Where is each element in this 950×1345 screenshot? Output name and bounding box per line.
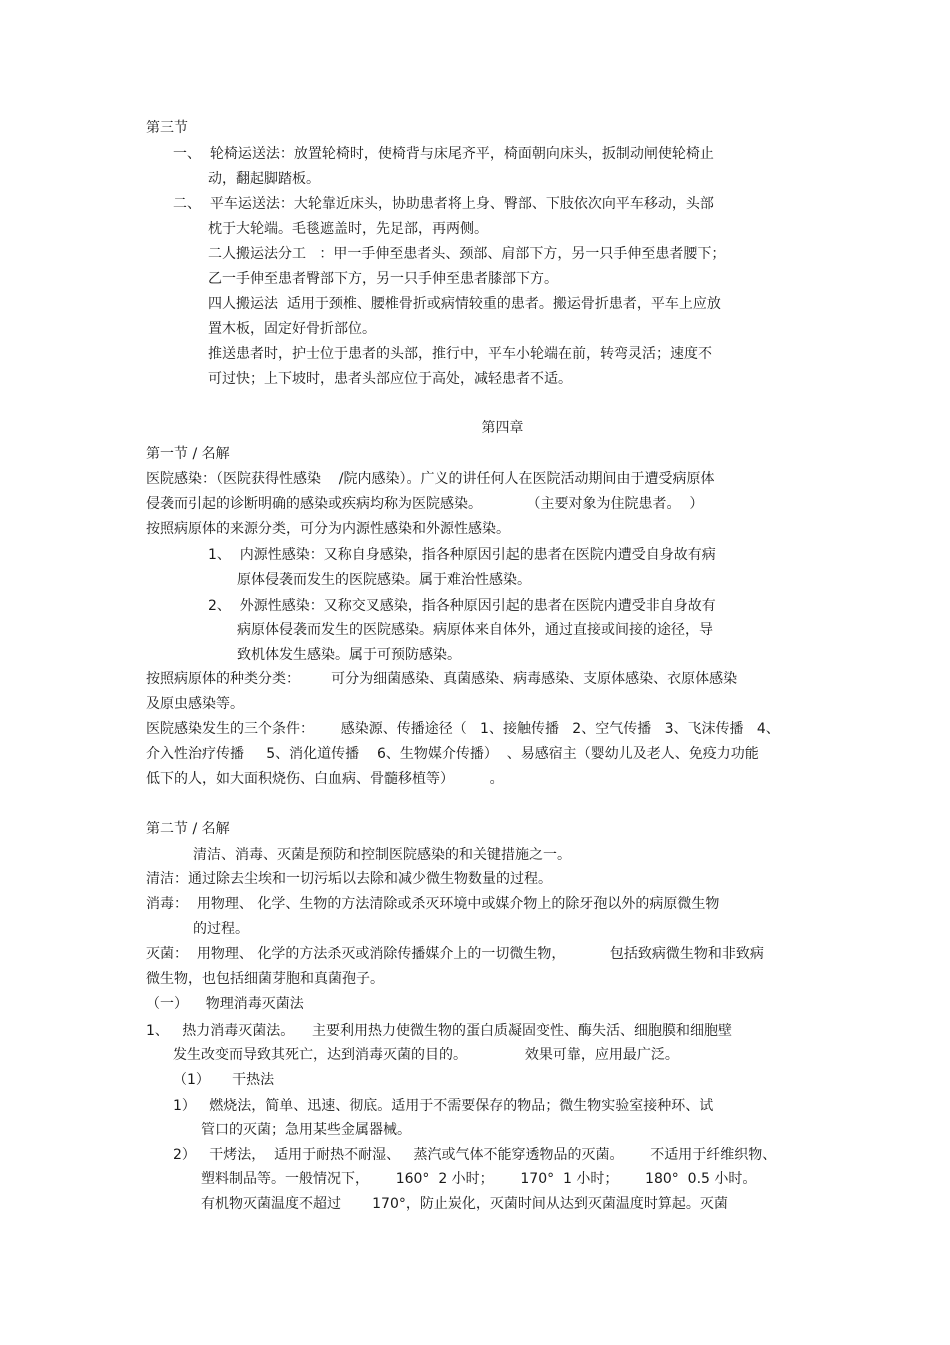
section-heading: 第二节 / 名解 [146, 821, 230, 837]
paragraph-line: 有机物灭菌温度不超过 170°，防止炭化，灭菌时间从达到灭菌温度时算起。灭菌 [201, 1196, 728, 1212]
paragraph-line: 置木板，固定好骨折部位。 [208, 321, 376, 337]
paragraph-line: 病原体侵袭而发生的医院感染。病原体来自体外，通过直接或间接的途径，导 [237, 622, 713, 638]
paragraph-line: 微生物，也包括细菌芽胞和真菌孢子。 [146, 971, 384, 987]
paragraph-line: 灭菌： 用物理、 化学的方法杀灭或消除传播媒介上的一切微生物， 包括致病微生物和非致病 [146, 946, 764, 962]
paragraph-line: 清洁、消毒、灭菌是预防和控制医院感染的和关键措施之一。 [193, 847, 571, 863]
list-item: 2、 外源性感染：又称交叉感染，指各种原因引起的患者在医院内遭受非自身故有 [208, 598, 716, 614]
paragraph-line: 塑料制品等。一般情况下， 160° 2 小时； 170° 1 小时； 180° 0.5 小时。 [201, 1171, 757, 1187]
paragraph-line: 医院感染：（医院获得性感染 /院内感染）。广义的讲任何人在医院活动期间由于遭受病原体 [146, 471, 715, 487]
paragraph-line: 乙一手伸至患者臀部下方，另一只手伸至患者膝部下方。 [208, 271, 558, 287]
paragraph-line: 可过快；上下坡时，患者头部应位于高处，减轻患者不适。 [208, 371, 572, 387]
paragraph-line: 按照病原体的种类分类： 可分为细菌感染、真菌感染、病毒感染、支原体感染、衣原体感染 [146, 671, 738, 687]
paragraph-line: 致机体发生感染。属于可预防感染。 [237, 647, 461, 663]
subsection-heading: （一） 物理消毒灭菌法 [146, 996, 304, 1012]
paragraph-line: 原体侵袭而发生的医院感染。属于难治性感染。 [237, 572, 531, 588]
chapter-title: 第四章 [481, 420, 524, 436]
paragraph-line: 低下的人，如大面积烧伤、白血病、骨髓移植等） 。 [146, 771, 504, 787]
paragraph-line: 及原虫感染等。 [146, 696, 244, 712]
list-item: 1、 热力消毒灭菌法。 主要利用热力使微生物的蛋白质凝固变性、酶失活、细胞膜和细胞壁 [146, 1023, 733, 1039]
paragraph-line: 消毒： 用物理、 化学、生物的方法清除或杀灭环境中或媒介物上的除牙孢以外的病原微生物 [146, 896, 720, 912]
paragraph-line: 推送患者时，护士位于患者的头部，推行中，平车小轮端在前，转弯灵活；速度不 [208, 346, 712, 362]
paragraph-line: 的过程。 [193, 921, 249, 937]
paragraph-line: 清洁：通过除去尘埃和一切污垢以去除和减少微生物数量的过程。 [146, 871, 552, 887]
subsection-heading: （1） 干热法 [173, 1072, 275, 1088]
paragraph-line: 一、 轮椅运送法：放置轮椅时，使椅背与床尾齐平，椅面朝向床头，扳制动闸使轮椅止 [173, 146, 714, 162]
paragraph-line: 管口的灭菌；急用某些金属器械。 [201, 1122, 411, 1138]
paragraph-line: 介入性治疗传播 5、消化道传播 6、生物媒介传播） 、易感宿主（婴幼儿及老人、免疫力功能 [146, 746, 759, 762]
paragraph-line: 按照病原体的来源分类，可分为内源性感染和外源性感染。 [146, 521, 510, 537]
list-item: 1） 燃烧法，简单、迅速、彻底。适用于不需要保存的物品；微生物实验室接种环、试 [173, 1098, 714, 1114]
paragraph-line: 枕于大轮端。毛毯遮盖时，先足部，再两侧。 [208, 221, 488, 237]
paragraph-line: 医院感染发生的三个条件： 感染源、传播途径（ 1、接触传播 2、空气传播 3、飞沫传播 4、 [146, 721, 780, 737]
paragraph-line: 侵袭而引起的诊断明确的感染或疾病均称为医院感染。 （主要对象为住院患者。 ） [146, 496, 704, 512]
section-heading: 第三节 [146, 120, 188, 136]
paragraph-line: 四人搬运法 适用于颈椎、腰椎骨折或病情较重的患者。搬运骨折患者，平车上应放 [208, 296, 721, 312]
paragraph-line: 二、 平车运送法：大轮靠近床头，协助患者将上身、臀部、下肢依次向平车移动，头部 [173, 196, 714, 212]
paragraph-line: 发生改变而导致其死亡，达到消毒灭菌的目的。 效果可靠，应用最广泛。 [173, 1047, 679, 1063]
section-heading: 第一节 / 名解 [146, 446, 230, 462]
paragraph-line: 动，翻起脚踏板。 [208, 171, 320, 187]
list-item: 2） 干烤法， 适用于耐热不耐湿、 蒸汽或气体不能穿透物品的灭菌。 不适用于纤维织物、 [173, 1147, 777, 1163]
list-item: 1、 内源性感染：又称自身感染，指各种原因引起的患者在医院内遭受自身故有病 [208, 547, 716, 563]
paragraph-line: 二人搬运法分工 ：甲一手伸至患者头、颈部、肩部下方，另一只手伸至患者腰下； [208, 246, 726, 262]
